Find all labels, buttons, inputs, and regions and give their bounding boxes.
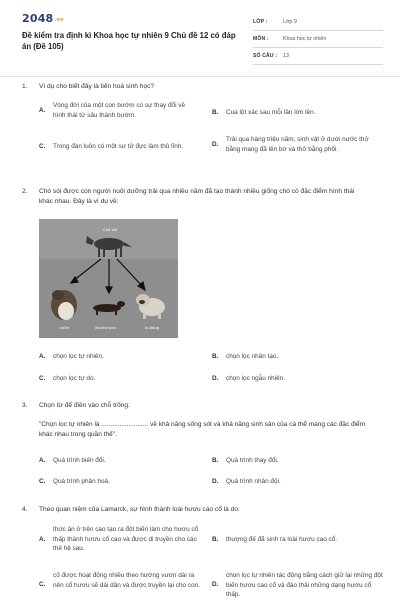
option-text: chọn lọc tự nhiên tác động bằng cách giữ lại những đột biến hươu cao cổ và đào thải những dạng hươu cổ thấp.: [226, 572, 383, 598]
answer-option-d[interactable]: [212, 571, 384, 600]
meta-value: Lớp 9: [283, 19, 297, 25]
figure-label-bulldog: bulldog: [145, 325, 160, 330]
question-number: 1.: [22, 83, 28, 90]
logo-text: 2048: [22, 12, 54, 25]
meta-label: LỚP :: [253, 19, 268, 25]
option-letter: C.: [39, 143, 46, 150]
meta-label: SỐ CÂU :: [253, 53, 278, 59]
option-letter: C.: [39, 478, 46, 485]
logo-suffix: .vn: [54, 17, 64, 23]
question-1: [22, 82, 384, 92]
answer-option-c[interactable]: [39, 571, 209, 590]
dog-evolution-figure: [39, 219, 178, 338]
option-text: Cua lột xác sau mỗi lần lớn lên.: [226, 109, 316, 116]
option-letter: B.: [212, 109, 219, 116]
option-letter: A.: [39, 457, 46, 464]
answer-option-b[interactable]: [212, 456, 384, 466]
option-letter: B.: [212, 536, 219, 543]
option-text: Trong đàn luôn có một sư tử đực làm thủ lĩnh.: [53, 143, 184, 150]
meta-row-subject: [253, 31, 383, 48]
meta-table: [253, 14, 383, 65]
option-text: Quá trình nhân đội.: [226, 478, 281, 485]
option-text: chọn lọc ngẫu nhiên.: [226, 375, 285, 382]
option-letter: D.: [212, 581, 219, 588]
option-text: chọn lọc tự nhiên.: [53, 353, 104, 360]
question-text: Ví dụ cho biết đây là tiến hoá sinh học?: [39, 83, 155, 90]
question-4: [22, 505, 384, 515]
option-letter: D.: [212, 140, 219, 148]
option-letter: C.: [39, 375, 46, 382]
option-text: cố được hoạt động nhiều theo hướng vươn dài ra nên cổ hươu sẽ dài dần và được truyền lại cho con.: [53, 572, 200, 589]
collie-icon: [51, 290, 77, 320]
page-title: Đề kiểm tra định kì Khoa học tự nhiên 9 Chủ đề 12 có đáp án (Đề 105): [22, 31, 236, 51]
option-text: chọn lọc tự do.: [53, 375, 96, 382]
option-text: thức ăn ở trên cao tạo ra đột biến làm cho hươu cổ thấp thành hươu cổ cao và được di truyền cho các thế hệ sau.: [53, 526, 199, 552]
meta-value: Khoa học tự nhiên: [283, 36, 327, 42]
answer-option-a[interactable]: [39, 456, 201, 466]
option-text: thượng đế đã sinh ra loài hươu cao cổ.: [226, 536, 338, 543]
question-number: 4.: [22, 506, 28, 513]
option-letter: D.: [212, 478, 219, 485]
answer-option-b[interactable]: [212, 352, 384, 362]
answer-option-b[interactable]: [212, 535, 384, 545]
figure-label-dachshund: dachshund: [95, 325, 116, 330]
meta-row-class: [253, 14, 383, 31]
option-letter: A.: [39, 106, 46, 114]
option-text: Vòng đời của một con bướm có sự thay đổi về hình thái từ sâu thành bướm.: [53, 102, 186, 119]
option-letter: A.: [39, 535, 46, 543]
answer-option-a[interactable]: [39, 352, 201, 362]
meta-value: 13: [283, 53, 289, 59]
question-number: 3.: [22, 402, 28, 409]
question-text: Theo quan niệm của Lamarck, sự hình thành loài hươu cao cổ là do:: [39, 506, 240, 513]
option-text: Quá trình biến đổi.: [53, 457, 106, 464]
dog-evolution-illustration: [39, 219, 178, 338]
figure-label-collie: collie: [59, 325, 69, 330]
option-letter: B.: [212, 353, 219, 360]
answer-option-d[interactable]: [212, 374, 384, 384]
option-text: chọn lọc nhân tạo.: [226, 353, 279, 360]
option-text: Trải qua hàng triệu năm, sinh vật ở dưới nước thở bằng mang đã lên bờ và thở bằng phổi.: [226, 136, 369, 153]
answer-option-c[interactable]: [39, 374, 201, 384]
answer-option-d[interactable]: [212, 135, 384, 154]
option-letter: D.: [212, 375, 219, 382]
option-letter: C.: [39, 581, 46, 588]
question-3: [22, 401, 384, 411]
question-number: 2.: [22, 188, 28, 195]
option-letter: B.: [212, 457, 219, 464]
answer-option-a[interactable]: [39, 525, 209, 554]
question-text: Chọn từ để điền vào chỗ trống:: [39, 402, 130, 409]
question-2: [22, 187, 384, 207]
meta-row-count: [253, 48, 383, 65]
site-logo[interactable]: [22, 12, 64, 25]
option-letter: A.: [39, 353, 46, 360]
answer-option-b[interactable]: [212, 108, 384, 118]
meta-label: MÔN :: [253, 36, 269, 42]
answer-option-c[interactable]: [39, 142, 201, 152]
figure-label-wolf: Chó sói: [103, 227, 117, 232]
header-divider: [0, 76, 400, 77]
option-text: Quá trình phân hoá.: [53, 478, 110, 485]
question-quote: "Chọn lọc tự nhiên là .......................... về khả năng sống sót và khả năng sinh sản của cá thể mang các đặc điểm khác nhau trong quần thể".: [39, 421, 366, 438]
question-text: Chó sói được con người nuôi dưỡng trải qua nhiều năm đã tạo thành nhiều giống chó có đặc điểm hình thái khác nhau. Đây là ví dụ về:: [39, 188, 355, 205]
answer-option-c[interactable]: [39, 477, 201, 487]
answer-option-d[interactable]: [212, 477, 384, 487]
option-text: Quá trình thay đổi.: [226, 457, 279, 464]
answer-option-a[interactable]: [39, 101, 201, 120]
